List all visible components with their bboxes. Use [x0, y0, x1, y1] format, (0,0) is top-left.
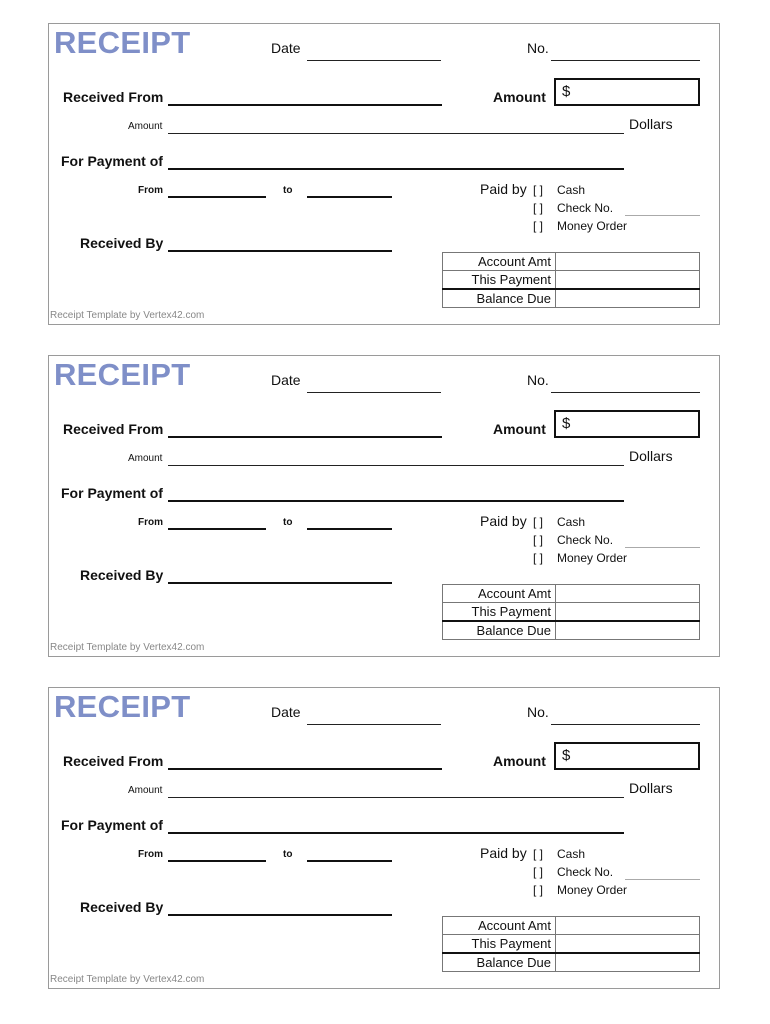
- received-by-field[interactable]: [168, 914, 392, 916]
- check-checkbox[interactable]: [ ]: [533, 865, 544, 879]
- amount-words-label: Amount: [128, 453, 163, 464]
- received-from-label: Received From: [63, 753, 164, 769]
- this-payment-label: This Payment: [443, 271, 556, 290]
- number-label: No.: [527, 40, 549, 56]
- this-payment-field[interactable]: [556, 935, 700, 954]
- account-amt-field[interactable]: [556, 585, 700, 603]
- check-number-field[interactable]: [625, 879, 700, 880]
- number-label: No.: [527, 372, 549, 388]
- amount-words-field[interactable]: [168, 797, 624, 798]
- balance-table: [442, 584, 700, 640]
- amount-words-label: Amount: [128, 121, 163, 132]
- balance-due-field[interactable]: [556, 621, 700, 640]
- received-by-field[interactable]: [168, 582, 392, 584]
- from-date-field[interactable]: [168, 860, 266, 862]
- receipt-title: RECEIPT: [54, 25, 191, 60]
- received-by-label: Received By: [80, 567, 164, 583]
- number-field[interactable]: [551, 392, 700, 393]
- amount-field[interactable]: [554, 78, 700, 106]
- amount-field[interactable]: [554, 742, 700, 770]
- cash-label: Cash: [557, 847, 586, 861]
- receipt-card: [48, 687, 720, 989]
- balance-due-label: Balance Due: [443, 953, 556, 972]
- this-payment-label: This Payment: [443, 603, 556, 622]
- date-field[interactable]: [307, 60, 441, 61]
- received-from-field[interactable]: [168, 436, 442, 438]
- this-payment-label: This Payment: [443, 935, 556, 954]
- number-label: No.: [527, 704, 549, 720]
- template-credit: Receipt Template by Vertex42.com: [50, 974, 205, 985]
- amount-label: Amount: [493, 421, 546, 437]
- account-amt-label: Account Amt: [443, 253, 556, 271]
- cash-label: Cash: [557, 515, 586, 529]
- for-payment-label: For Payment of: [61, 485, 163, 501]
- amount-field[interactable]: [554, 410, 700, 438]
- currency-symbol: $: [562, 83, 571, 100]
- money-order-label: Money Order: [557, 219, 628, 233]
- dollars-label: Dollars: [629, 116, 673, 132]
- to-label: to: [283, 849, 293, 860]
- to-date-field[interactable]: [307, 196, 392, 198]
- for-payment-label: For Payment of: [61, 817, 163, 833]
- check-label: Check No.: [557, 865, 614, 879]
- paid-by-label: Paid by: [480, 181, 527, 197]
- received-by-field[interactable]: [168, 250, 392, 252]
- received-by-label: Received By: [80, 235, 164, 251]
- money-order-label: Money Order: [557, 883, 628, 897]
- account-amt-label: Account Amt: [443, 585, 556, 603]
- for-payment-field[interactable]: [168, 500, 624, 502]
- amount-words-field[interactable]: [168, 465, 624, 466]
- table-row: [443, 935, 700, 954]
- for-payment-field[interactable]: [168, 168, 624, 170]
- table-row: [443, 289, 700, 308]
- balance-due-field[interactable]: [556, 289, 700, 308]
- amount-words-label: Amount: [128, 785, 163, 796]
- cash-checkbox[interactable]: [ ]: [533, 515, 544, 529]
- account-amt-field[interactable]: [556, 917, 700, 935]
- date-field[interactable]: [307, 392, 441, 393]
- template-credit: Receipt Template by Vertex42.com: [50, 642, 205, 653]
- receipt-card: [48, 355, 720, 657]
- to-label: to: [283, 185, 293, 196]
- money-order-checkbox[interactable]: [ ]: [533, 551, 544, 565]
- from-label: From: [138, 849, 163, 860]
- money-order-label: Money Order: [557, 551, 628, 565]
- check-label: Check No.: [557, 201, 614, 215]
- amount-label: Amount: [493, 89, 546, 105]
- from-date-field[interactable]: [168, 528, 266, 530]
- table-row: [443, 603, 700, 622]
- date-label: Date: [271, 40, 301, 56]
- to-date-field[interactable]: [307, 528, 392, 530]
- received-from-label: Received From: [63, 89, 164, 105]
- table-row: [443, 253, 700, 271]
- amount-words-field[interactable]: [168, 133, 624, 134]
- check-checkbox[interactable]: [ ]: [533, 533, 544, 547]
- dollars-label: Dollars: [629, 448, 673, 464]
- date-field[interactable]: [307, 724, 441, 725]
- received-from-field[interactable]: [168, 768, 442, 770]
- this-payment-field[interactable]: [556, 603, 700, 622]
- check-number-field[interactable]: [625, 547, 700, 548]
- table-row: [443, 585, 700, 603]
- to-label: to: [283, 517, 293, 528]
- currency-symbol: $: [562, 415, 571, 432]
- currency-symbol: $: [562, 747, 571, 764]
- number-field[interactable]: [551, 60, 700, 61]
- money-order-checkbox[interactable]: [ ]: [533, 883, 544, 897]
- dollars-label: Dollars: [629, 780, 673, 796]
- from-label: From: [138, 517, 163, 528]
- table-row: [443, 271, 700, 290]
- check-label: Check No.: [557, 533, 614, 547]
- paid-by-label: Paid by: [480, 513, 527, 529]
- received-from-field[interactable]: [168, 104, 442, 106]
- paid-by-label: Paid by: [480, 845, 527, 861]
- balance-table: [442, 252, 700, 308]
- check-number-field[interactable]: [625, 215, 700, 216]
- from-label: From: [138, 185, 163, 196]
- cash-checkbox[interactable]: [ ]: [533, 847, 544, 861]
- money-order-checkbox[interactable]: [ ]: [533, 219, 544, 233]
- for-payment-label: For Payment of: [61, 153, 163, 169]
- balance-due-label: Balance Due: [443, 289, 556, 308]
- from-date-field[interactable]: [168, 196, 266, 198]
- table-row: [443, 621, 700, 640]
- table-row: [443, 953, 700, 972]
- check-checkbox[interactable]: [ ]: [533, 201, 544, 215]
- received-from-label: Received From: [63, 421, 164, 437]
- received-by-label: Received By: [80, 899, 164, 915]
- balance-due-label: Balance Due: [443, 621, 556, 640]
- to-date-field[interactable]: [307, 860, 392, 862]
- for-payment-field[interactable]: [168, 832, 624, 834]
- table-row: [443, 917, 700, 935]
- account-amt-label: Account Amt: [443, 917, 556, 935]
- receipt-title: RECEIPT: [54, 357, 191, 392]
- cash-label: Cash: [557, 183, 586, 197]
- cash-checkbox[interactable]: [ ]: [533, 183, 544, 197]
- account-amt-field[interactable]: [556, 253, 700, 271]
- date-label: Date: [271, 704, 301, 720]
- balance-due-field[interactable]: [556, 953, 700, 972]
- receipt-card: [48, 23, 720, 325]
- date-label: Date: [271, 372, 301, 388]
- template-credit: Receipt Template by Vertex42.com: [50, 310, 205, 321]
- receipt-title: RECEIPT: [54, 689, 191, 724]
- number-field[interactable]: [551, 724, 700, 725]
- amount-label: Amount: [493, 753, 546, 769]
- this-payment-field[interactable]: [556, 271, 700, 290]
- balance-table: [442, 916, 700, 972]
